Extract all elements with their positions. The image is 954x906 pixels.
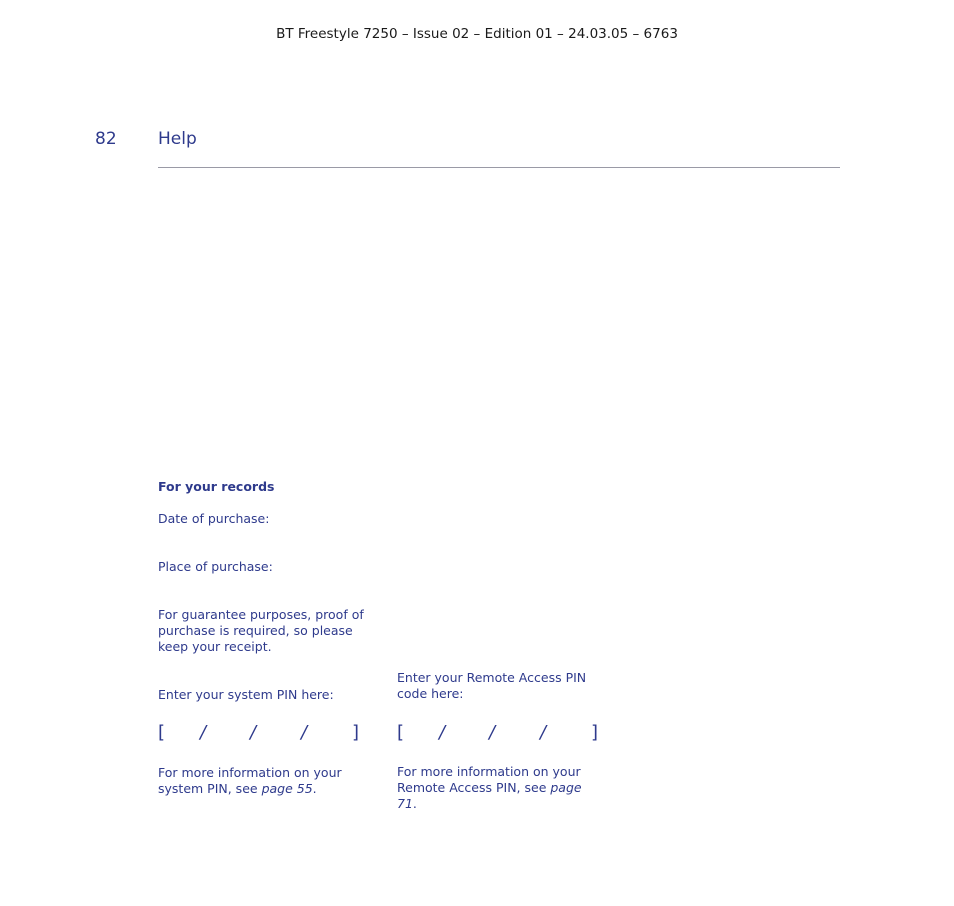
remote-pin-page-ref: page 71	[397, 780, 582, 811]
pin-separator: /	[200, 722, 207, 743]
remote-pin-info: For more information on your Remote Access PIN, see page 71.	[397, 764, 582, 811]
records-heading: For your records	[158, 479, 275, 494]
document-header: BT Freestyle 7250 – Issue 02 – Edition 01 – 24.03.05 – 6763	[276, 26, 678, 42]
section-title: Help	[158, 129, 197, 149]
close-bracket: ]	[352, 722, 360, 743]
remote-pin-prompt: Enter your Remote Access PIN code here:	[397, 670, 587, 701]
place-of-purchase-label: Place of purchase:	[158, 559, 273, 574]
system-pin-info: For more information on your system PIN, see page 55.	[158, 765, 342, 796]
open-bracket: [	[397, 722, 405, 743]
system-pin-prompt: Enter your system PIN here:	[158, 687, 334, 702]
pin-separator: /	[489, 722, 496, 743]
pin-separator: /	[439, 722, 446, 743]
guarantee-note: For guarantee purposes, proof of purchase is required, so please keep your receipt.	[158, 607, 364, 654]
system-pin-page-ref: page 55	[261, 781, 313, 796]
pin-separator: /	[540, 722, 547, 743]
page-number: 82	[95, 129, 117, 149]
close-bracket: ]	[591, 722, 599, 743]
header-divider	[158, 167, 840, 168]
pin-separator: /	[250, 722, 257, 743]
date-of-purchase-label: Date of purchase:	[158, 511, 270, 526]
open-bracket: [	[158, 722, 166, 743]
pin-separator: /	[301, 722, 308, 743]
